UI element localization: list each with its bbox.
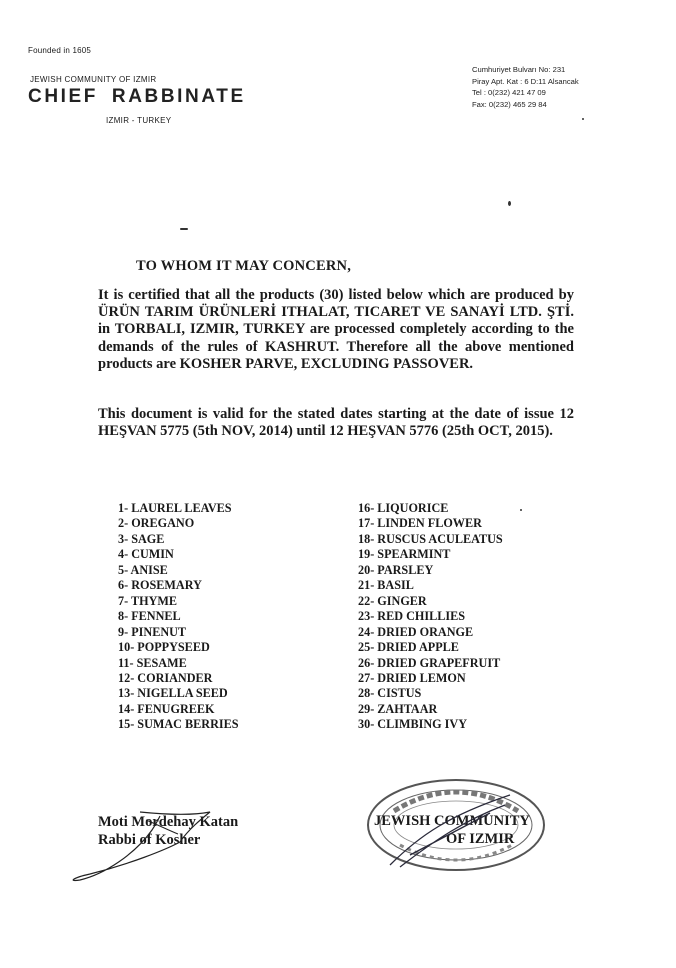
scan-speck — [180, 228, 188, 230]
scan-speck — [508, 201, 511, 206]
list-item: 7- THYME — [118, 593, 178, 608]
letterhead-title: CHIEF RABBINATE — [28, 86, 246, 107]
list-item: 19- SPEARMINT — [358, 547, 451, 562]
list-item: 21- BASIL — [358, 578, 414, 593]
list-item: 18- RUSCUS ACULEATUS — [358, 531, 503, 546]
list-item: 6- ROSEMARY — [118, 578, 202, 593]
list-item: 14- FENUGREEK — [118, 701, 215, 716]
list-item: 23- RED CHILLIES — [358, 609, 466, 624]
list-item: 8- FENNEL — [118, 609, 181, 624]
list-item: 20- PARSLEY — [358, 562, 434, 577]
stamp-line: JEWISH COMMUNITY — [374, 813, 530, 829]
stamp-signature-icon — [380, 785, 520, 875]
list-item: 11- SESAME — [118, 655, 187, 670]
community-name: JEWISH COMMUNITY OF IZMIR — [30, 75, 157, 84]
salutation: TO WHOM IT MAY CONCERN, — [136, 258, 352, 274]
handwritten-signature-icon — [60, 790, 260, 890]
list-item: 5- ANISE — [118, 562, 168, 577]
product-list-left — [118, 501, 239, 733]
fax-line: Fax: 0(232) 465 29 84 — [472, 99, 547, 109]
list-item: 13- NIGELLA SEED — [118, 686, 228, 701]
list-item: 10- POPPYSEED — [118, 640, 210, 655]
signatory-title: Rabbi of Kosher — [98, 832, 201, 848]
address-line: Cumhuriyet Bulvarı No: 231 — [472, 65, 566, 74]
list-item: 17- LINDEN FLOWER — [358, 516, 482, 531]
list-item: 12- CORIANDER — [118, 670, 213, 685]
founded-year: Founded in 1605 — [28, 46, 92, 55]
stamp-line: OF IZMIR — [446, 831, 515, 847]
list-item: 9- PINENUT — [118, 624, 187, 639]
list-item: 28- CISTUS — [358, 686, 422, 701]
list-item: 29- ZAHTAAR — [358, 701, 438, 716]
list-item: 4- CUMIN — [118, 547, 174, 562]
list-item: 25- DRIED APPLE — [358, 640, 459, 655]
scan-speck — [520, 509, 522, 511]
list-item: 27- DRIED LEMON — [358, 670, 466, 685]
list-item: 3- SAGE — [118, 531, 165, 546]
list-item: 26- DRIED GRAPEFRUIT — [358, 655, 501, 670]
list-item: 2- OREGANO — [118, 516, 195, 531]
list-item: 16- LIQUORICE — [358, 501, 449, 515]
list-item: 15- SUMAC BERRIES — [118, 717, 239, 732]
list-item: 30- CLIMBING IVY — [358, 717, 468, 732]
validity-paragraph: This document is valid for the stated dates starting at the date of issue 12 HEŞVAN 5775 (5th NOV, 2014) until 12 HEŞVAN 5776 (25th OCT, 2015). — [98, 406, 574, 440]
phone-line: Tel : 0(232) 421 47 09 — [472, 88, 546, 98]
scan-speck — [582, 118, 584, 120]
product-list-right — [358, 501, 503, 733]
certification-paragraph: It is certified that all the products (30) listed below which are produced by ÜRÜN TARIM ÜRÜNLERİ ITHALAT, TICARET VE SANAYİ LTD. ŞTİ. in TORBALI, IZMIR, TURKEY are processed completely according to the demands of the rules of KASHRUT. Therefore all the above mentioned products are KOSHER PARVE, EXCLUDING PASSOVER. — [98, 287, 574, 372]
list-item: 1- LAUREL LEAVES — [118, 501, 232, 515]
list-item: 22- GINGER — [358, 593, 427, 608]
letterhead-location: IZMIR - TURKEY — [106, 116, 172, 125]
contact-address — [472, 64, 579, 110]
address-line: Piray Apt. Kat : 6 D:11 Alsancak — [472, 76, 579, 86]
signatory-name: Moti Mordehay Katan — [98, 814, 239, 830]
list-item: 24- DRIED ORANGE — [358, 624, 474, 639]
